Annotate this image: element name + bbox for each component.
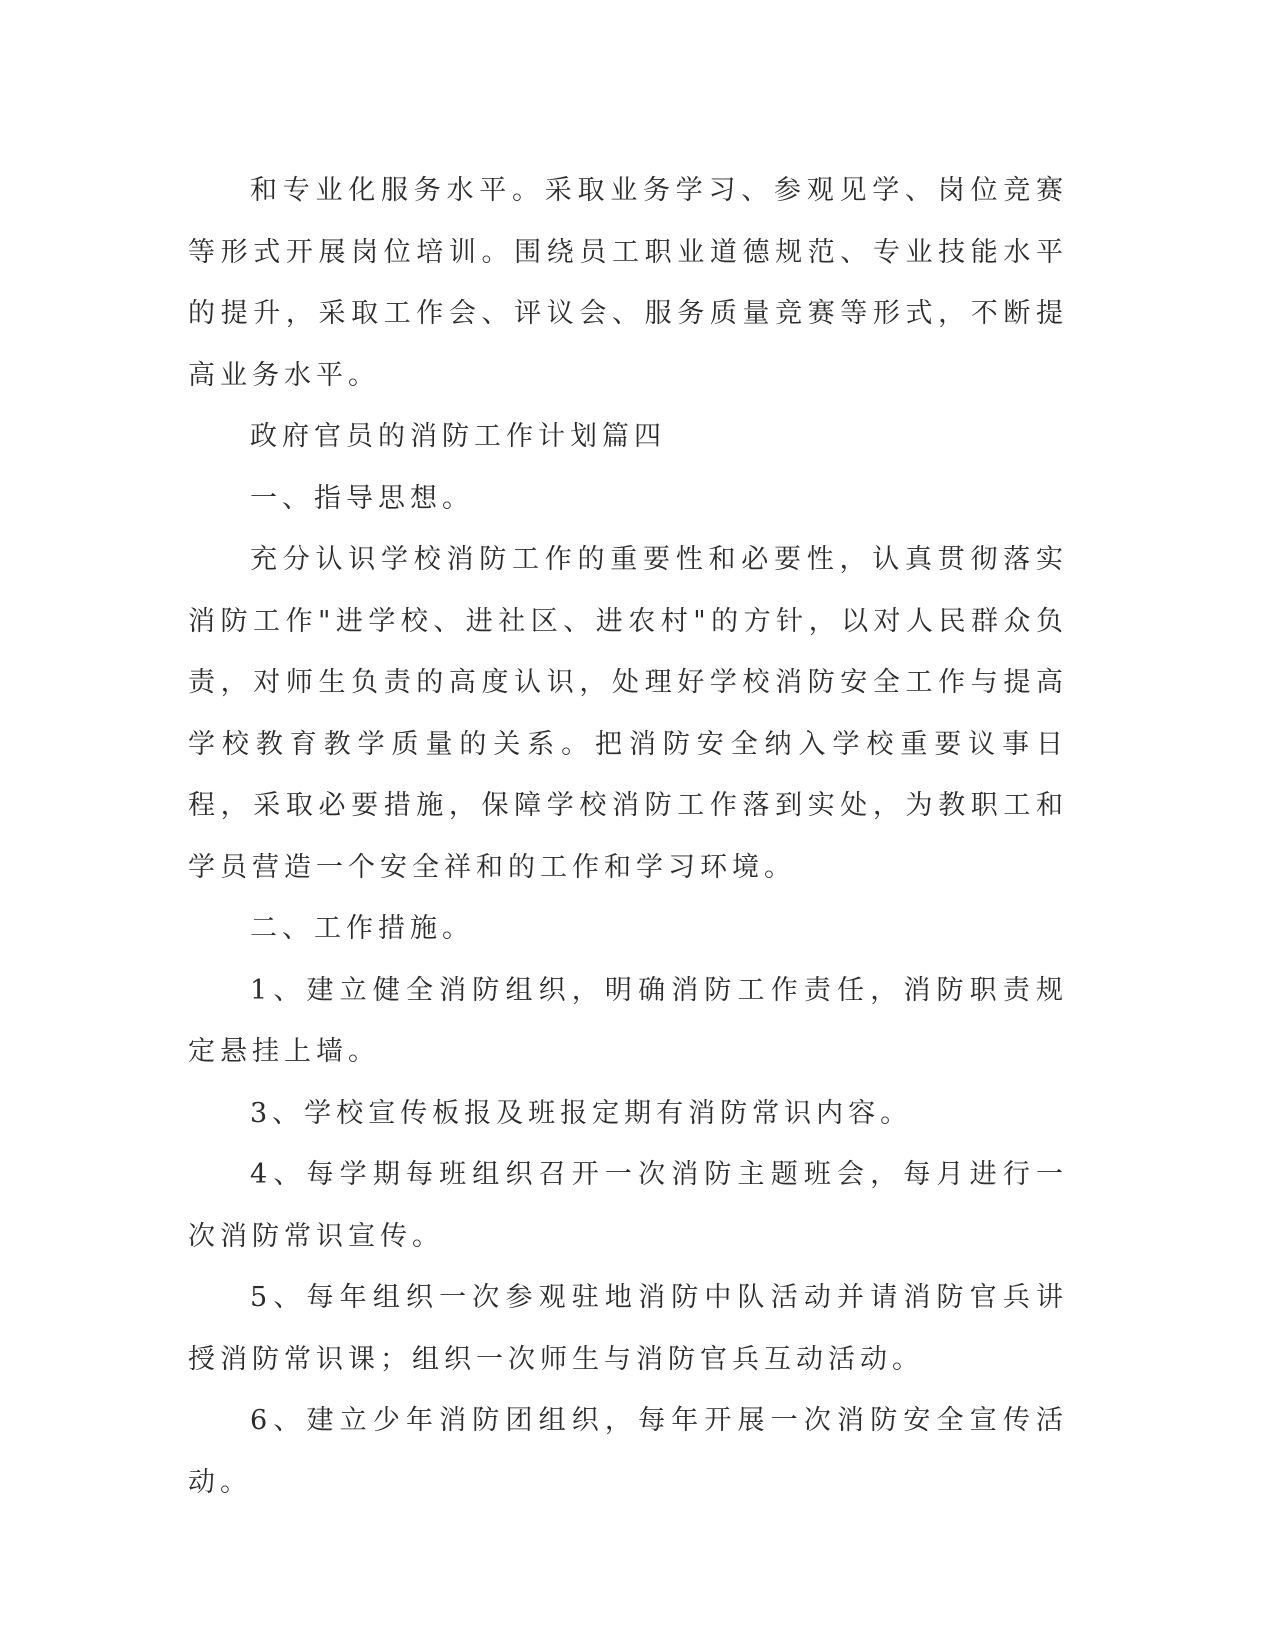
measure-item-6: 6、建立少年消防团组织，每年开展一次消防安全宣传活动。 [188,1405,1068,1498]
measure-item-1: 1、建立健全消防组织，明确消防工作责任，消防职责规定悬挂上墙。 [188,974,1068,1067]
section-title: 政府官员的消防工作计划篇四 [250,421,666,452]
heading-guiding-ideology: 一、指导思想。 [250,482,474,514]
paragraph-service-level: 和专业化服务水平。采取业务学习、参观见学、岗位竞赛等形式开展岗位培训。围绕员工职业道德规范、专业技能水平的提升，采取工作会、评议会、服务质量竞赛等形式，不断提高业务水平。 [188,175,1068,391]
heading-work-measures: 二、工作措施。 [250,913,474,944]
document-body [188,160,1068,1513]
measure-item-5: 5、每年组织一次参观驻地消防中队活动并请消防官兵讲授消防常识课；组织一次师生与消防官兵互动活动。 [188,1282,1068,1375]
measure-item-3: 3、学校宣传板报及班报定期有消防常识内容。 [250,1097,913,1129]
measure-item-4: 4、每学期每班组织召开一次消防主题班会，每月进行一次消防常识宣传。 [188,1159,1068,1252]
paragraph-guiding-ideology: 充分认识学校消防工作的重要性和必要性，认真贯彻落实消防工作"进学校、进社区、进农村"的方针，以对人民群众负责，对师生负责的高度认识，处理好学校消防安全工作与提高学校教育教学质量的关系。把消防安全纳入学校重要议事日程，采取必要措施，保障学校消防工作落到实处，为教职工和学员营造一个安全祥和的工作和学习环境。 [188,544,1068,883]
